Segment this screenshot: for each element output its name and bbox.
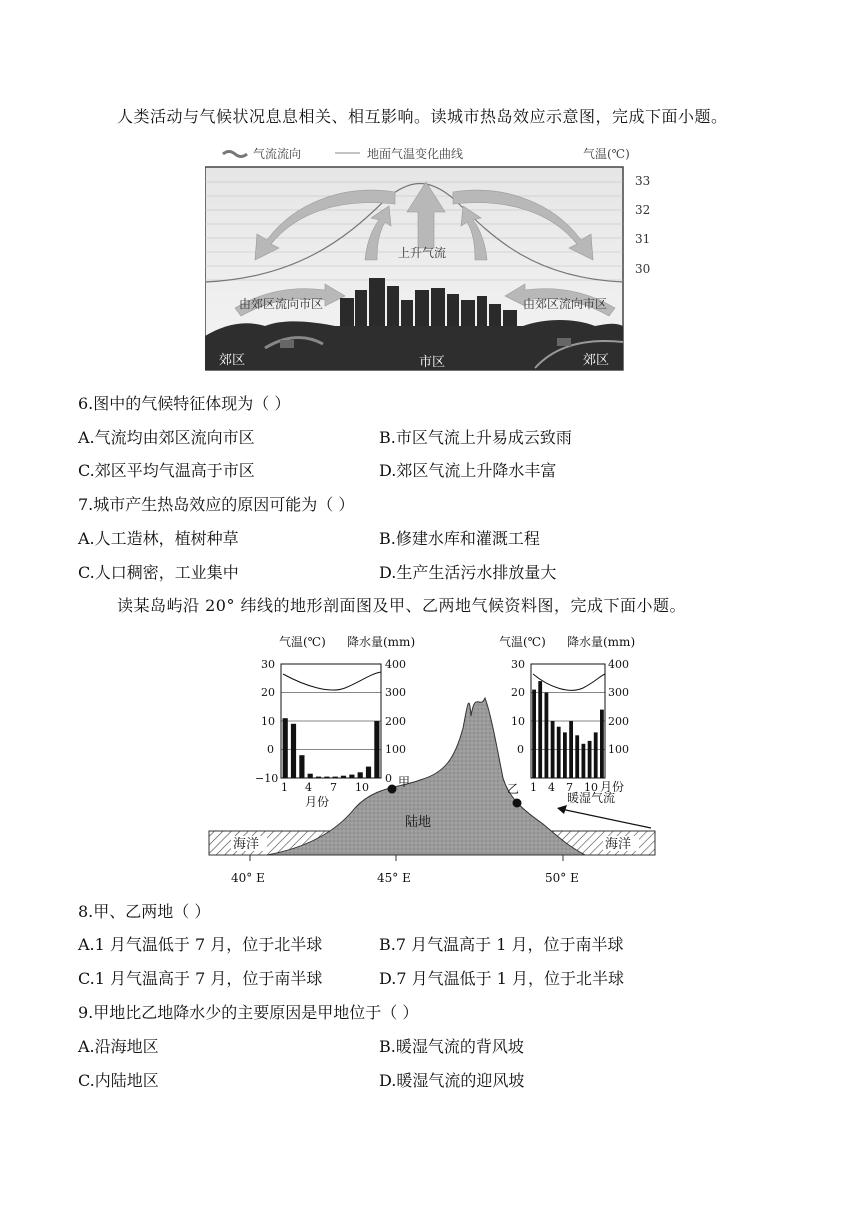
right-flow-label: 由郊区流向市区 [523,297,608,311]
jia-month-tick: 1 [281,781,288,794]
suburb-left-label: 郊区 [219,353,246,368]
question-6-option-b[interactable]: B.市区气流上升易成云致雨 [379,428,572,447]
question-9-option-a[interactable]: A.沿海地区 [78,1037,159,1056]
jia-precip-tick: 400 [385,658,406,671]
land-label: 陆地 [405,815,432,830]
city-label: 市区 [419,355,446,370]
heat-island-figure [205,140,665,376]
temp-tick: 33 [635,174,651,188]
warm-flow-arrow [561,809,651,828]
jia-precip-tick: 0 [385,772,392,785]
suburb-right-label: 郊区 [583,353,610,368]
yi-month-tick: 4 [548,781,555,794]
jia-temp-tick: 10 [261,715,275,728]
yi-precip-bar [563,732,567,778]
yi-precip-tick: 100 [608,743,629,756]
ocean-left-label: 海洋 [233,837,260,852]
jia-precip-bar [341,776,346,778]
jia-precip-bar [366,767,371,778]
question-6-option-a[interactable]: A.气流均由郊区流向市区 [78,428,255,447]
question-9-option-b[interactable]: B.暖湿气流的背风坡 [379,1037,524,1056]
jia-precip-bar [316,777,321,778]
yi-precip-bar [594,732,598,778]
lon-tick-45: 45° E [377,871,411,885]
yi-precip-tick: 200 [608,715,629,728]
yi-temp-tick: 0 [517,743,524,756]
left-flow-label: 由郊区流向市区 [239,297,324,311]
question-6-option-c[interactable]: C.郊区平均气温高于市区 [78,461,255,480]
yi-temp-tick: 20 [511,686,525,699]
yi-precip-bar [551,721,555,778]
question-9-option-d[interactable]: D.暖湿气流的迎风坡 [379,1071,525,1090]
yi-temp-label: 气温(℃) [499,635,546,649]
question-9-stem: 9.甲地比乙地降水少的主要原因是甲地位于（ ） [78,1003,419,1022]
jia-precip-tick: 100 [385,743,406,756]
temp-tick: 32 [635,203,651,217]
jia-precip-bar [374,721,379,778]
climate-chart-yi [499,634,635,794]
jia-temp-label: 气温(℃) [279,635,326,649]
yi-precip-bar [532,690,536,778]
question-7-stem: 7.城市产生热岛效应的原因可能为（ ） [78,495,355,514]
jia-precip-bar [349,775,354,778]
jia-temp-tick: −10 [255,772,279,785]
jia-temp-curve [283,672,381,690]
yi-precip-tick: 400 [608,658,629,671]
jia-temp-tick: 20 [261,686,275,699]
question-7-option-b[interactable]: B.修建水库和灌溉工程 [379,529,540,548]
jia-month-tick: 4 [305,781,312,794]
suburb-house [280,340,294,348]
question-7-option-a[interactable]: A.人工造林，植树种草 [78,529,239,548]
flow-legend-icon [223,152,247,157]
yi-precip-bar [600,710,604,778]
yi-precip-bar [545,693,549,779]
jia-precip-tick: 300 [385,686,406,699]
jia-marker [388,785,397,794]
jia-precip-bar [308,774,313,778]
climate-chart-jia [255,634,415,809]
jia-precip-bars [283,718,380,778]
question-8-option-c[interactable]: C.1 月气温高于 7 月，位于南半球 [78,969,323,988]
yi-precip-bar [575,735,579,778]
yi-precip-bar [538,681,542,778]
island-profile-figure [205,628,665,890]
yi-precip-bar [557,727,561,778]
warm-flow-label: 暖湿气流 [567,791,616,805]
intro-text-2: 读某岛屿沿 20° 纬线的地形剖面图及甲、乙两地气候资料图，完成下面小题。 [117,596,687,615]
yi-month-tick: 1 [530,781,537,794]
yi-temp-curve [533,674,605,690]
question-6-option-d[interactable]: D.郊区气流上升降水丰富 [379,461,557,480]
jia-month-tick: 10 [355,781,369,794]
yi-precip-bar [588,741,592,778]
yi-month-tick: 7 [566,781,573,794]
jia-precip-bar [333,777,338,778]
yi-precip-label: 降水量(mm) [567,635,636,649]
yi-marker [513,799,522,808]
jia-precip-bar [291,724,296,778]
jia-precip-bar [283,718,288,778]
jia-precip-tick: 200 [385,715,406,728]
jia-precip-bar [358,772,363,778]
question-7-option-d[interactable]: D.生产生活污水排放量大 [379,563,557,582]
yi-label: 乙 [507,782,520,796]
question-9-option-c[interactable]: C.内陆地区 [78,1071,159,1090]
legend-curve-label: 地面气温变化曲线 [367,147,464,161]
jia-temp-tick: 30 [261,658,275,671]
yi-precip-bars [532,681,604,778]
jia-month-label: 月份 [305,795,330,809]
legend-flow-label: 气流流向 [253,147,302,161]
question-6-stem: 6.图中的气候特征体现为（ ） [78,394,291,413]
temp-tick: 31 [635,232,651,246]
jia-month-tick: 7 [330,781,337,794]
yi-temp-tick: 10 [511,715,525,728]
question-8-option-d[interactable]: D.7 月气温低于 1 月，位于北半球 [379,969,624,988]
temp-axis-label: 气温(℃) [583,147,630,161]
yi-month-tick: 10 [584,781,598,794]
lon-tick-50: 50° E [545,871,579,885]
jia-precip-label: 降水量(mm) [347,635,416,649]
yi-month-label: 月份 [600,780,625,794]
question-8-option-b[interactable]: B.7 月气温高于 1 月，位于南半球 [379,935,624,954]
ocean-right-label: 海洋 [605,837,632,852]
yi-precip-bar [582,744,586,778]
yi-precip-tick: 300 [608,686,629,699]
temp-tick: 30 [635,262,651,276]
intro-text-1: 人类活动与气候状况息息相关、相互影响。读城市热岛效应示意图，完成下面小题。 [117,107,728,126]
suburb-house [557,338,571,346]
yi-temp-tick: 30 [511,658,525,671]
lon-tick-40: 40° E [231,871,265,885]
jia-precip-bar [324,777,329,778]
jia-temp-tick: 0 [267,743,274,756]
question-7-option-c[interactable]: C.人口稠密，工业集中 [78,563,239,582]
rising-flow-label: 上升气流 [398,246,447,260]
question-8-stem: 8.甲、乙两地（ ） [78,902,211,921]
jia-precip-bar [299,755,304,778]
question-8-option-a[interactable]: A.1 月气温低于 7 月，位于北半球 [78,935,323,954]
jia-label: 甲 [398,775,411,789]
yi-precip-bar [569,721,573,778]
